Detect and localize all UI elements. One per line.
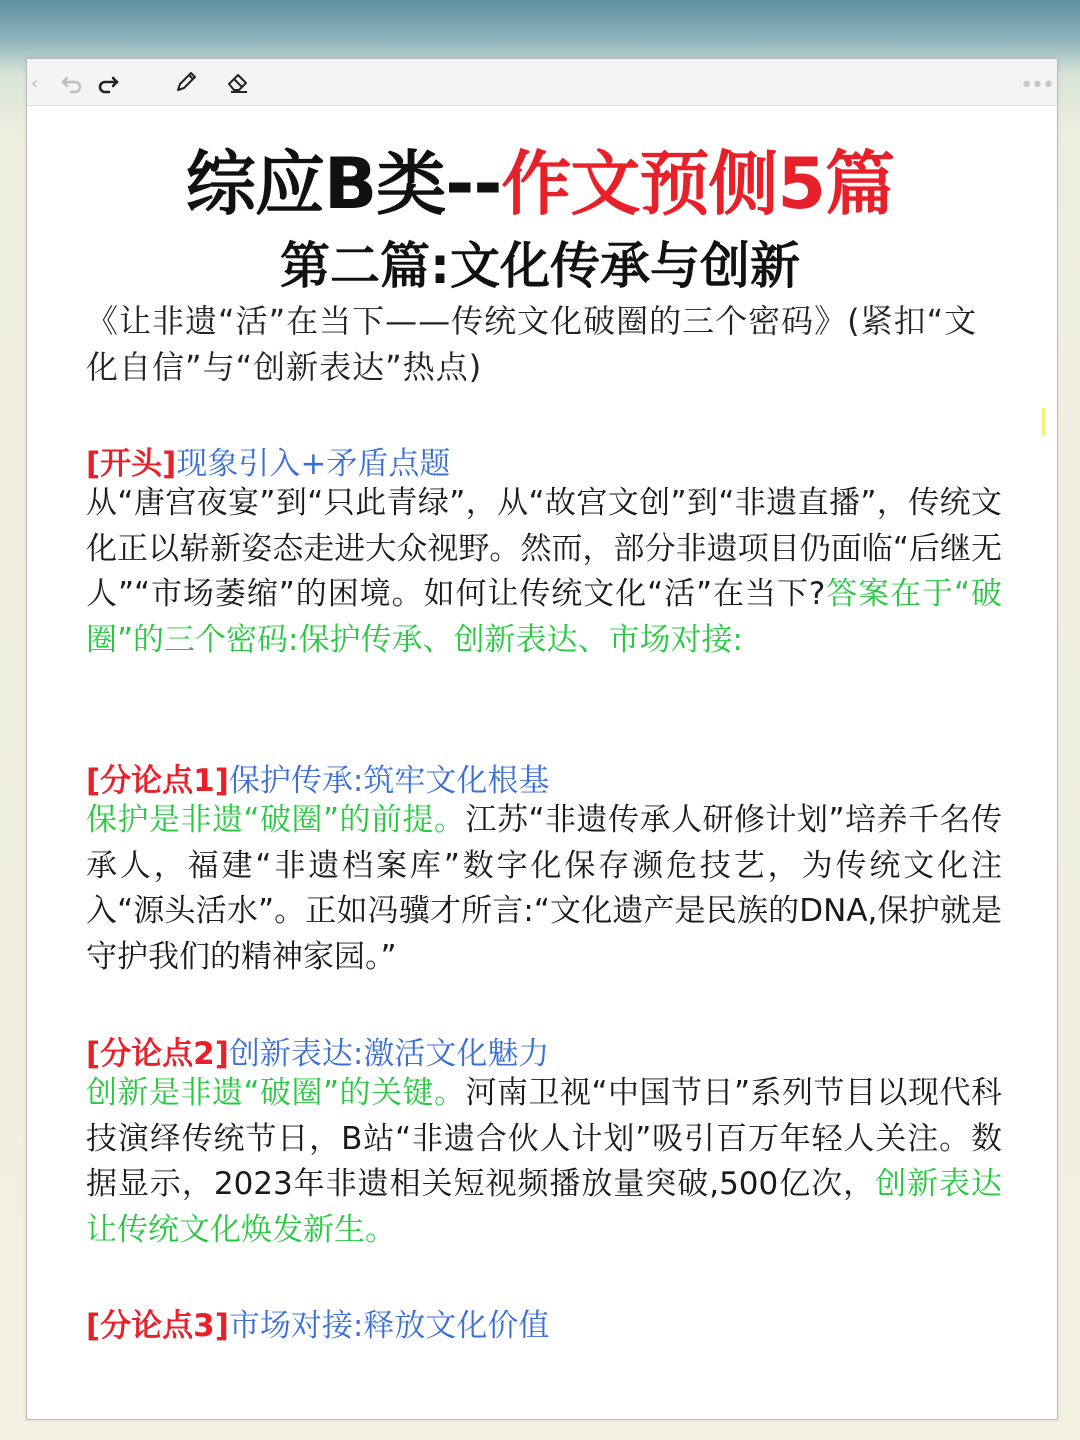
title-red-part: 作文预侧5篇 [501, 143, 895, 225]
paragraph-highlight: 创新表达让传统文化焕发新生。 [86, 1166, 1002, 1248]
section-tag: [开头] [86, 446, 177, 482]
title-black-part: 综应B类-- [185, 143, 502, 225]
section-heading-point-2 [86, 1028, 549, 1073]
section-topic: 市场对接:释放文化价值 [228, 1308, 550, 1344]
paragraph-body: 河南卫视“中国节日”系列节目以现代科技演绎传统节日，B站“非遗合伙人计划”吸引百万年轻人关注。数据显示，2023年非遗相关短视频播放量突破,500亿次， [86, 1075, 1002, 1202]
eraser-icon[interactable] [225, 69, 251, 95]
section-topic: 创新表达:激活文化魅力 [228, 1036, 550, 1072]
section-tag: [分论点3] [86, 1308, 229, 1344]
section-topic: 现象引入+矛盾点题 [176, 446, 451, 482]
highlight-marker [1042, 408, 1045, 436]
page-title [0, 128, 1080, 229]
section-paragraph-point-2 [86, 1071, 1002, 1253]
paragraph-lead-highlight: 保护是非遗“破圈”的前提。 [86, 802, 466, 838]
paragraph-highlight: 答案在于“破圈”的三个密码:保护传承、创新表达、市场对接: [86, 576, 1002, 658]
section-heading-point-1 [86, 755, 549, 800]
editor-toolbar [27, 59, 1057, 106]
paragraph-body: 江苏“非遗传承人研修计划”培养千名传承人，福建“非遗档案库”数字化保存濒危技艺，为传统文化注入“源头活水”。正如冯骥才所言:“文化遗产是民族的DNA,保护就是守护我们的精神家园。” [86, 802, 1002, 975]
section-tag: [分论点2] [86, 1036, 229, 1072]
paragraph-body: 从“唐宫夜宴”到“只此青绿”，从“故宫文创”到“非遗直播”，传统文化正以崭新姿态走进大众视野。然而，部分非遗项目仍面临“后继无人”“市场萎缩”的困境。如何让传统文化“活”在当下? [86, 485, 1002, 612]
undo-icon[interactable] [59, 69, 85, 95]
section-heading-point-3 [86, 1300, 549, 1345]
section-heading-opening [86, 438, 450, 483]
section-paragraph-point-1 [86, 798, 1002, 980]
more-dots-icon[interactable]: ••• [1020, 73, 1053, 98]
section-topic: 保护传承:筑牢文化根基 [228, 763, 550, 799]
paragraph-lead-highlight: 创新是非遗“破圈”的关键。 [86, 1075, 466, 1111]
page-subtitle: 第二篇:文化传承与创新 [280, 237, 800, 295]
pen-icon[interactable] [173, 69, 199, 95]
back-chevron-icon[interactable]: ‹ [31, 73, 39, 94]
redo-icon[interactable] [95, 69, 121, 95]
section-tag: [分论点1] [86, 763, 229, 799]
essay-intro: 《让非遗“活”在当下——传统文化破圈的三个密码》(紧扣“文化自信”与“创新表达”热点) [86, 302, 978, 386]
section-paragraph-opening [86, 481, 1002, 663]
